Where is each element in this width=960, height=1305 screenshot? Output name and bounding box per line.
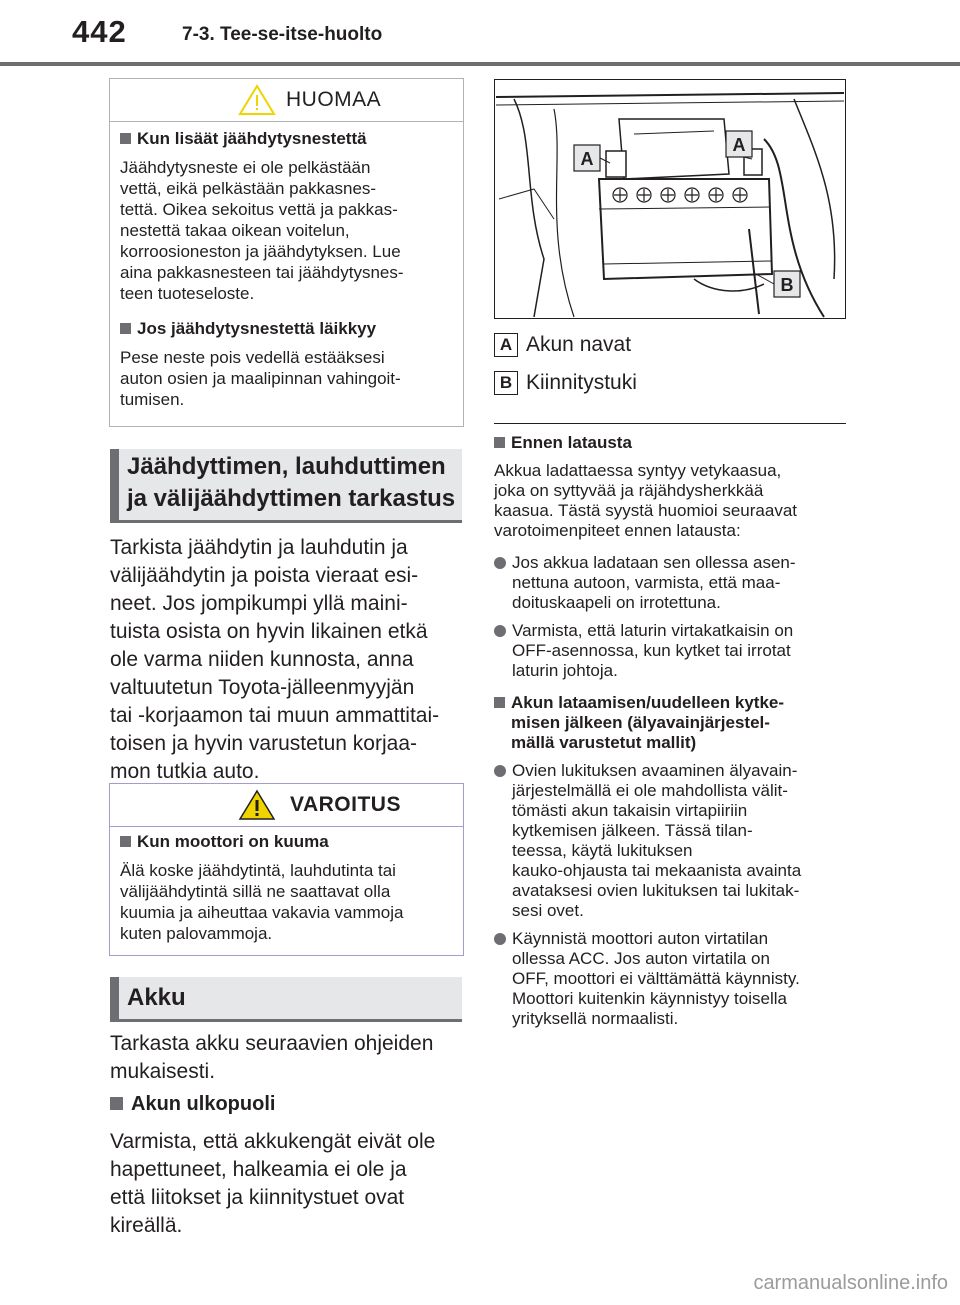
- legend-row-b: [494, 371, 637, 395]
- after-charging-bullet-2: Käynnistä moottori auton virtatilan ollessa ACC. Jos auton virtatila on OFF, moottori ei välttämättä käynnisty. Moottori kuitenkin käynnistyy toisella yrityksellä normaalisti.: [494, 929, 854, 1029]
- section-title: 7-3. Tee-se-itse-huolto: [182, 24, 383, 45]
- page-header: [0, 0, 960, 64]
- callout-b-label: B: [780, 275, 794, 295]
- warning-paragraph: Älä koske jäähdytintä, lauhdutinta tai välijäähdytintä sillä ne saattavat olla kuumia ja aiheuttaa vakavia vammoja kuten palovammoja.: [120, 861, 404, 943]
- battery-paragraph: Varmista, että akkukengät eivät ole hapettuneet, halkeamia ei ole ja että liitokset ja kiinnitystuet ovat kireällä.: [110, 1130, 436, 1237]
- notice-heading-1: Kun lisäät jäähdytysnestettä: [120, 128, 449, 149]
- round-bullet-icon: [494, 933, 506, 945]
- battery-intro: Tarkasta akku seuraavien ohjeiden mukaisesti.: [110, 1032, 434, 1083]
- legend-row-a: [494, 333, 631, 357]
- battery-subheading: Akun ulkopuoli: [110, 1093, 275, 1116]
- square-bullet-icon: [120, 133, 131, 144]
- round-bullet-icon: [494, 765, 506, 777]
- after-charging-heading: Akun lataamisen/uudelleen kytke- misen jälkeen (älyavainjärjestel- mällä varustetut mallit): [494, 693, 854, 753]
- callout-a-right-label: A: [732, 135, 746, 155]
- right-column: [494, 432, 854, 1037]
- after-charging-bullet-1: Ovien lukituksen avaaminen älyavain- järjestelmällä ei ole mahdollista välit- tömästi akun takaisin virtapiiriin kytkemisen jälkeen. Tässä tilan- teessa, käytä lukituksen kauko-ohjausta tai mekaanista avainta avataksesi ovien lukituksen tai lukitak- sesi ovet.: [494, 761, 854, 921]
- warning-box: [109, 783, 464, 956]
- battery-figure: [494, 79, 846, 319]
- before-charging-heading: Ennen latausta: [494, 432, 854, 453]
- page-number: 442: [72, 14, 127, 49]
- notice-box-header: [110, 79, 463, 122]
- warning-box-header: [110, 784, 463, 827]
- square-bullet-icon: [120, 836, 131, 847]
- notice-box-title: HUOMAA: [286, 88, 382, 111]
- before-charging-bullet-1: Jos akkua ladataan sen ollessa asen- nettuna autoon, varmista, että maa- doituskaapeli on irrotettuna.: [494, 553, 854, 613]
- legend-letter-a: A: [494, 333, 518, 357]
- round-bullet-icon: [494, 557, 506, 569]
- legend-text-b: Kiinnitystuki: [526, 371, 637, 394]
- before-charging-bullet-2: Varmista, että laturin virtakatkaisin on OFF-asennossa, kun kytket tai irrotat laturin johtoja.: [494, 621, 854, 681]
- warning-triangle-icon: [238, 789, 276, 821]
- radiator-paragraph: Tarkista jäähdytin ja lauhdutin ja välijäähdytin ja poista vieraat esi- neet. Jos jompikumpi yllä maini- tuista osista on hyvin likainen etkä ole varma niiden kunnosta, anna valtuutetun Toyota-jälleenmyyjän tai -korjaamon tai muun ammattitai- toisen ja hyvin varustetun korjaa- mon tutkia auto.: [110, 536, 440, 783]
- legend-text-a: Akun navat: [526, 333, 632, 356]
- callout-a-left-label: A: [580, 149, 594, 169]
- legend-letter-b: B: [494, 371, 518, 395]
- square-bullet-icon: [494, 697, 505, 708]
- battery-heading: Akku: [110, 977, 462, 1022]
- caution-outline-icon: [238, 84, 276, 116]
- warning-heading: Kun moottori on kuuma: [120, 831, 449, 852]
- square-bullet-icon: [494, 437, 505, 448]
- round-bullet-icon: [494, 625, 506, 637]
- notice-heading-2: Jos jäähdytysnestettä läikkyy: [120, 318, 449, 339]
- square-bullet-icon: [110, 1097, 123, 1110]
- column-divider: [494, 423, 846, 424]
- notice-paragraph-2: Pese neste pois vedellä estääksesi auton osien ja maalipinnan vahingoit- tumisen.: [120, 348, 401, 409]
- warning-box-title: VAROITUS: [290, 793, 401, 816]
- notice-box: [109, 78, 464, 427]
- before-charging-paragraph: Akkua ladattaessa syntyy vetykaasua, joka on syttyvää ja räjähdysherkkää kaasua. Tästä syystä huomioi seuraavat varotoimenpiteet ennen latausta:: [494, 461, 798, 540]
- header-rule: [0, 62, 960, 66]
- notice-paragraph-1: Jäähdytysneste ei ole pelkästään vettä, eikä pelkästään pakkasnes- tettä. Oikea sekoitus vettä ja pakkas- nestettä takaa oikean voitelun, korroosioneston ja jäähdytyksen. Lue aina pakkasnesteen tai jäähdytysnes- teen tuoteseloste.: [120, 158, 404, 303]
- radiator-heading: Jäähdyttimen, lauhduttimen ja välijäähdyttimen tarkastus: [110, 449, 462, 523]
- square-bullet-icon: [120, 323, 131, 334]
- watermark: carmanualsonline.info: [753, 1272, 948, 1294]
